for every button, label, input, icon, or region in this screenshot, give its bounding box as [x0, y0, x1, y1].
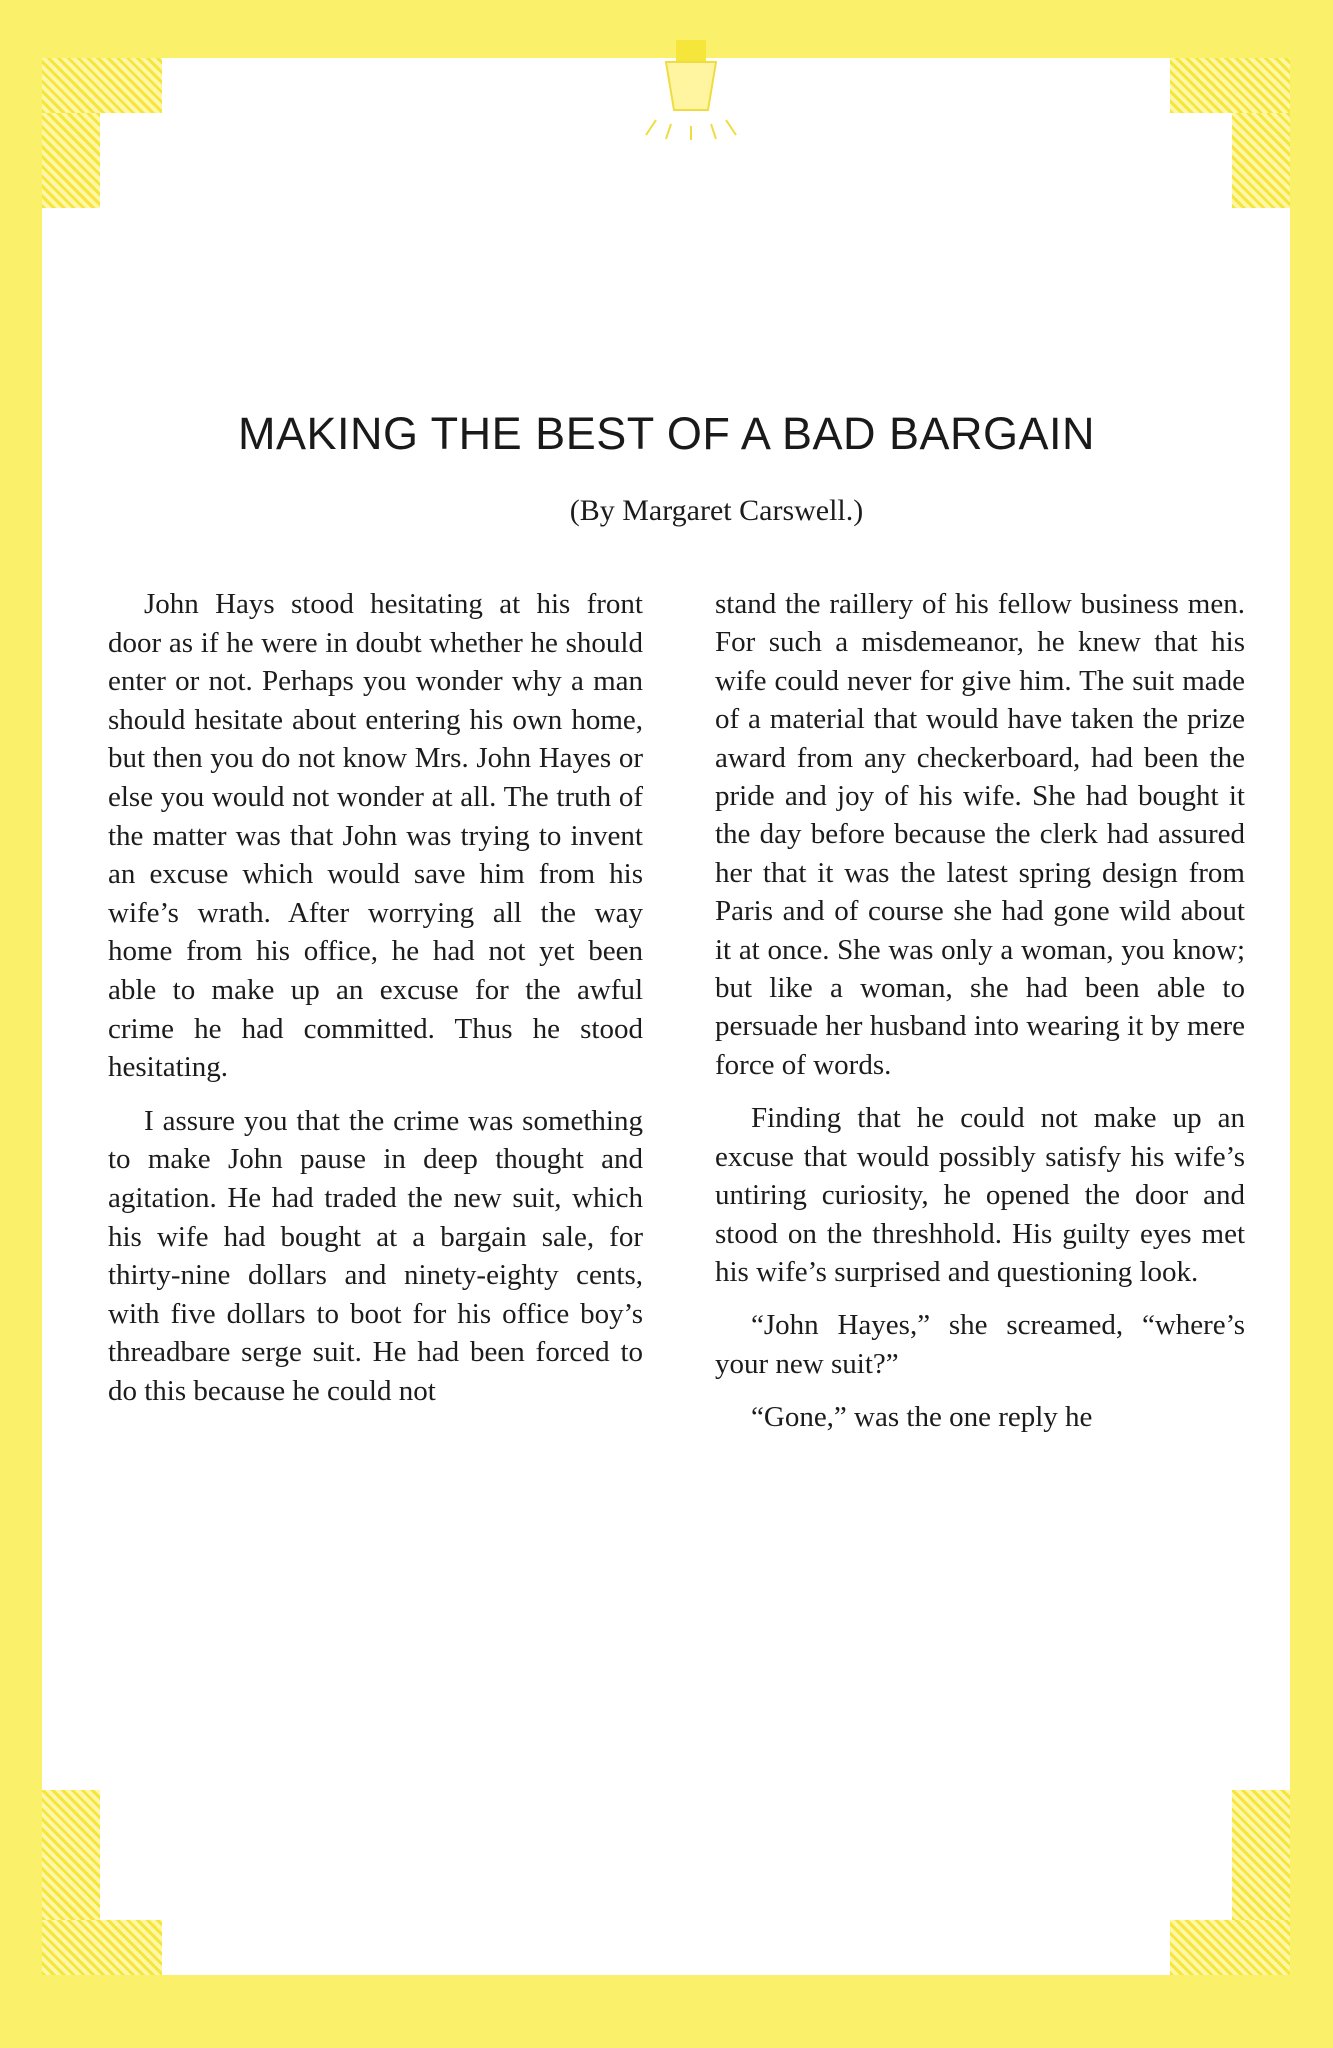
border-right	[1290, 0, 1333, 2048]
corner-ornament-top-right-h	[1170, 58, 1290, 113]
border-left	[0, 0, 42, 2048]
corner-ornament-bottom-right	[1232, 1790, 1290, 1940]
corner-ornament-top-left-h	[42, 58, 162, 113]
paragraph: Finding that he could not make up an excuse that would possibly satisfy his wife’s untiring curiosity, he opened the door and stood on the threshhold. His guilty eyes met his wife’s surprised and questioning look.	[715, 1102, 1245, 1288]
border-bottom	[0, 1975, 1333, 2048]
paragraph: “Gone,” was the one reply he	[751, 1401, 1093, 1434]
corner-ornament-bottom-left	[42, 1790, 100, 1940]
paragraph: “John Hayes,” she screamed, “where’s your new suit?”	[715, 1309, 1245, 1380]
paragraph: John Hays stood hesitating at his front door as if he were in doubt whether he should enter or not. Perhaps you wonder why a man should hesitate about entering his own home, but then you do not know Mrs. John Hayes or else you would not wonder at all. The truth of the matter was that John was trying to invent an excuse which would save him from his wife’s wrath. After worrying all the way home from his office, he had not yet been able to make up an excuse for the awful crime he had committed. Thus he stood hesitating.	[108, 588, 643, 1084]
paragraph: stand the raillery of his fellow business men. For such a misdemeanor, he knew that his wife could never for give him. The suit made of a material that would have taken the prize award from any checkerboard, had been the pride and joy of his wife. She had bought it the day before because the clerk had assured her that it was the latest spring design from Paris and of course she had gone wild about it at once. She was only a woman, you know; but like a woman, she had been able to persuade her husband into wearing it by mere force of words.	[715, 588, 1245, 1081]
lamp-icon	[636, 40, 746, 140]
corner-ornament-bottom-right-h	[1170, 1920, 1290, 1975]
paragraph: I assure you that the crime was something to make John pause in deep thought and agitation. He had traded the new suit, which his wife had bought at a bargain sale, for thirty-nine dollars and ninety-eighty cents, with five dollars to boot for his office boy’s threadbare serge suit. He had been forced to do this because he could not	[108, 1104, 643, 1407]
corner-ornament-bottom-left-h	[42, 1920, 162, 1975]
left-column	[108, 585, 643, 1425]
right-column	[715, 585, 1245, 1452]
article-byline: (By Margaret Carswell.)	[569, 494, 864, 527]
article-title: MAKING THE BEST OF A BAD BARGAIN	[237, 408, 1096, 459]
